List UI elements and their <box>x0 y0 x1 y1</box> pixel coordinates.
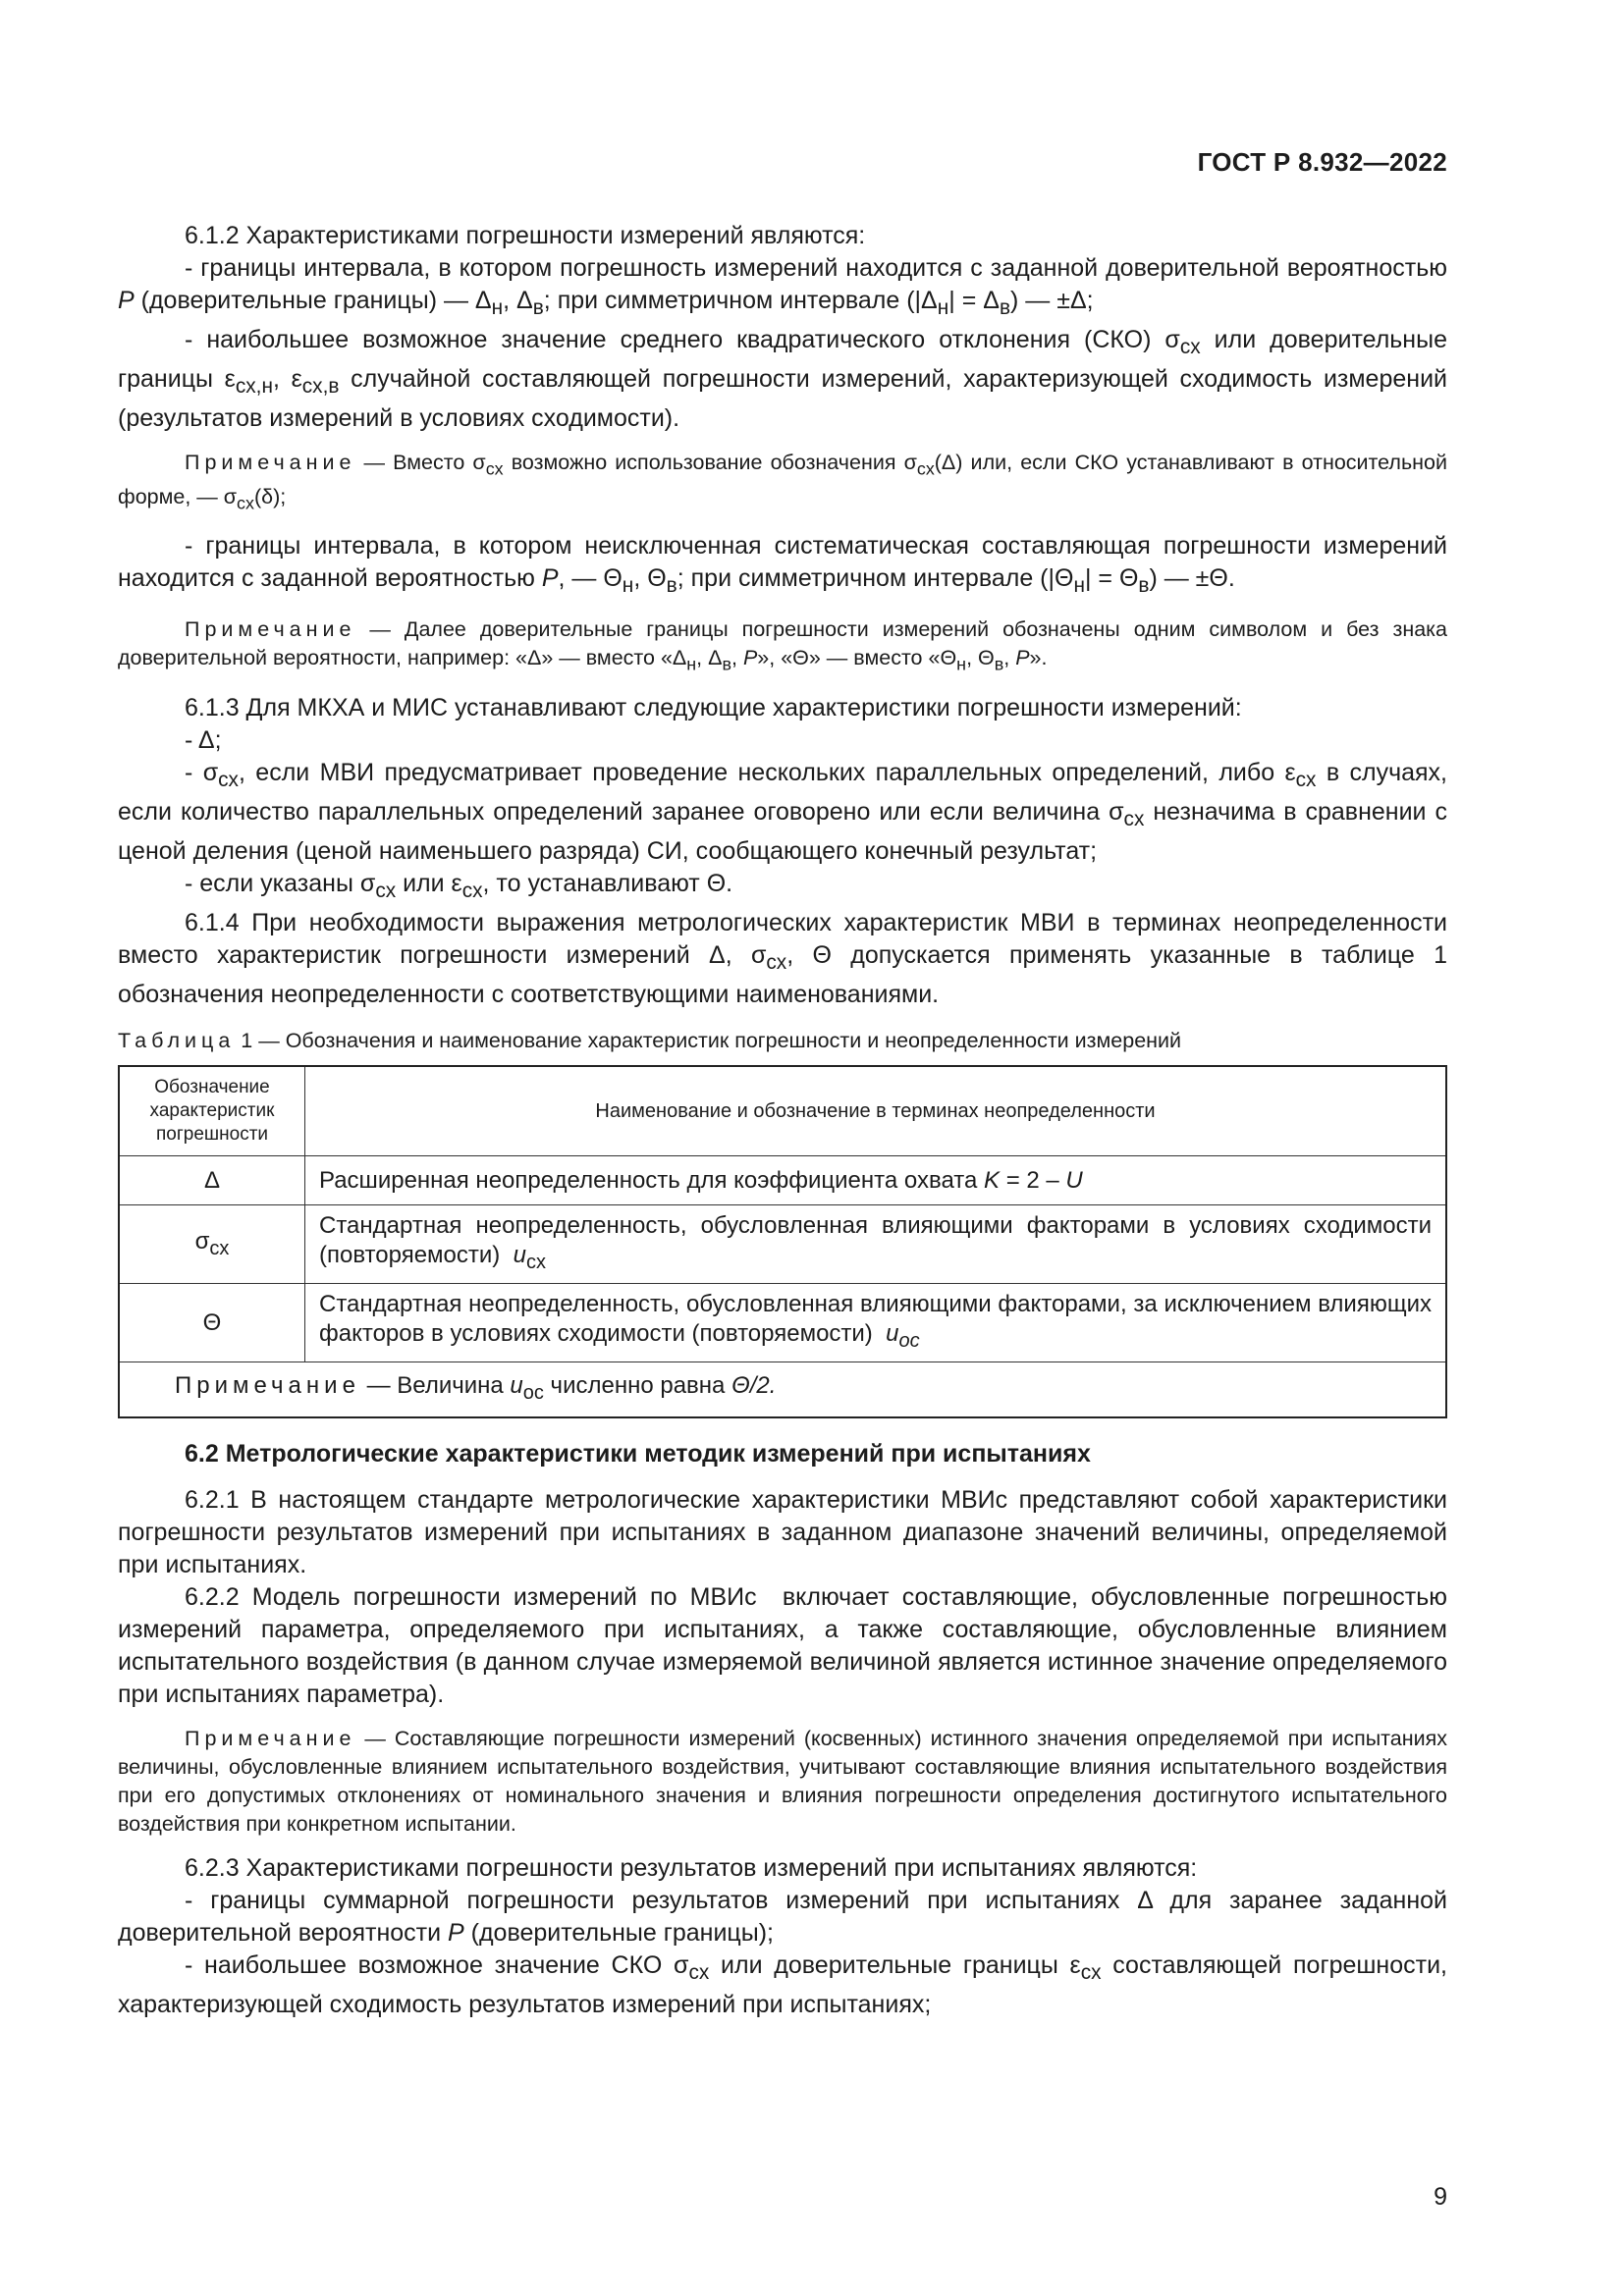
paragraph-6-2-1: 6.2.1 В настоящем стандарте метрологические характеристики МВИс представляют собой характеристики погрешности результатов измерений при испытаниях в заданном диапазоне значений величины, определяемой при испытаниях. <box>118 1486 1447 1579</box>
column-header-symbol: Обозначение характеристик погрешности <box>119 1066 305 1156</box>
note <box>118 615 1447 678</box>
table-note-label: Примечание <box>175 1372 360 1400</box>
note-label: Примечание <box>185 616 356 641</box>
document-body <box>118 220 1447 2021</box>
list-item: - Δ; <box>185 725 222 754</box>
page-number: 9 <box>1434 2183 1447 2211</box>
note-text: — Далее доверительные границы погрешности измерений обозначены одним символом и без знака доверительной вероятности, например: «Δ» — вместо «$\Delta_н$, $\Delta_в$, P», «Θ» — вместо «$\Theta_н$, $\Theta_в$, P». <box>118 616 1447 673</box>
list-item: - границы интервала, в котором неисключенная систематическая составляющая погрешности измерений находится с заданной вероятностью P, — $\Theta_н$, $\Theta_в$; при симметричном интервале $(|\Theta_н| = \Theta_в)$ — ±Θ. <box>118 531 1447 597</box>
list-item: - границы интервала, в котором погрешность измерений находится с заданной доверительной вероятностью P (доверительные границы) — $\Delta_н$, $\Delta_в$; при симметричном интервале $(|\Delta_н| = \Delta_в)$ — ±Δ; <box>118 254 1447 319</box>
description-cell: Стандартная неопределенность, обусловленная влияющими факторами в условиях сходимости (повторяемости) $u_{сх}$ <box>305 1205 1447 1284</box>
list-item: - наибольшее возможное значение среднего квадратического отклонения (СКО) $\sigma_{сх}$ или доверительные границы $\varepsilon_{сх,н}$, $\varepsilon_{сх,в}$ случайной составляющей погрешности измерений, характеризующей сходимость измерений (результатов измерений в условиях сходимости). <box>118 326 1448 432</box>
table-note <box>119 1362 1446 1417</box>
document-page <box>118 0 1447 2296</box>
description-cell: Расширенная неопределенность для коэффициента охвата K = 2 – U <box>305 1156 1447 1205</box>
column-header-name: Наименование и обозначение в терминах неопределенности <box>305 1066 1447 1156</box>
note-label: Примечание <box>185 451 356 474</box>
table-1 <box>118 1065 1447 1418</box>
note <box>118 1725 1447 1839</box>
symbol-cell: $\sigma_{сх}$ <box>119 1205 305 1284</box>
note <box>118 449 1447 518</box>
paragraph-6-1-4: 6.1.4 При необходимости выражения метрологических характеристик МВИ в терминах неопределенности вместо характеристик погрешности измерений Δ, $\sigma_{сх}$, Θ допускается применять указанные в таблице 1 обозначения неопределенности с соответствующими наименованиями. <box>118 908 1447 1008</box>
table-row <box>119 1156 1446 1205</box>
table-note-text: — Величина $u_{ос}$ численно равна Θ/2. <box>359 1372 777 1405</box>
list-item: - наибольшее возможное значение СКО $\sigma_{сх}$ или доверительные границы $\varepsilon_{сх}$ составляющей погрешности, характеризующей сходимость результатов измерений при испытаниях; <box>118 1951 1448 2019</box>
paragraph-6-2-2: 6.2.2 Модель погрешности измерений по МВИс включает составляющие, обусловленные погрешностью измерений параметра, определяемого при испытаниях, а также составляющие, обусловленные влиянием испытательного воздействия (в данном случае измеряемой величиной является истинное значение определяемого при испытаниях параметра). <box>118 1583 1447 1709</box>
table-header-row <box>119 1066 1446 1156</box>
paragraph-6-1-2: 6.1.2 Характеристиками погрешности измерений являются: <box>185 222 866 249</box>
note-text: — Составляющие погрешности измерений (косвенных) истинного значения определяемой при испытаниях величины, обусловленные влиянием испытательного воздействия, учитывают составляющие влияния испытательного воздействия при его допустимых отклонениях от номинального значения и влияния погрешности определения достигнутого испытательного воздействия при конкретном испытании. <box>118 1727 1447 1837</box>
list-item: - если указаны $\sigma_{сх}$ или $\varepsilon_{сх}$, то устанавливают Θ. <box>185 869 733 902</box>
table-caption-label: Таблица <box>118 1028 236 1052</box>
symbol-cell: Δ <box>119 1156 305 1205</box>
table-row <box>119 1205 1446 1284</box>
paragraph-6-1-3: 6.1.3 Для МКХА и МИС устанавливают следующие характеристики погрешности измерений: <box>185 693 1242 721</box>
table-caption-text: 1 — Обозначения и наименование характеристик погрешности и неопределенности измерений <box>235 1028 1182 1052</box>
section-title-6-2: 6.2 Метрологические характеристики методик измерений при испытаниях <box>185 1440 1091 1468</box>
table-note-row <box>119 1362 1446 1417</box>
description-cell: Стандартная неопределенность, обусловленная влияющими факторами, за исключением влияющих факторов в условиях сходимости (повторяемости) $u_{ос}$ <box>305 1284 1447 1362</box>
list-item: - $\sigma_{сх}$, если МВИ предусматривает проведение нескольких параллельных определений, либо $\varepsilon_{сх}$ в случаях, если количество параллельных определений заранее оговорено или если величина $\sigma_{сх}$ незначима в сравнении с ценой деления (ценой наименьшего разряда) СИ, сообщающего конечный результат; <box>118 758 1448 865</box>
note-label: Примечание <box>185 1727 356 1751</box>
table-caption <box>118 1029 1447 1053</box>
symbol-cell: Θ <box>119 1284 305 1362</box>
paragraph-6-2-3: 6.2.3 Характеристиками погрешности результатов измерений при испытаниях являются: <box>185 1854 1198 1883</box>
list-item: - границы суммарной погрешности результатов измерений при испытаниях Δ для заранее заданной доверительной вероятности P (доверительные границы); <box>118 1887 1447 1948</box>
table-row <box>119 1284 1446 1362</box>
standard-designation: ГОСТ Р 8.932—2022 <box>1197 147 1447 177</box>
note-text: — Вместо $\sigma_{сх}$ возможно использование обозначения $\sigma_{сх}(\Delta)$ или, если СКО устанавливают в относительной форме, — $\sigma_{сх}(\delta)$; <box>118 451 1447 513</box>
